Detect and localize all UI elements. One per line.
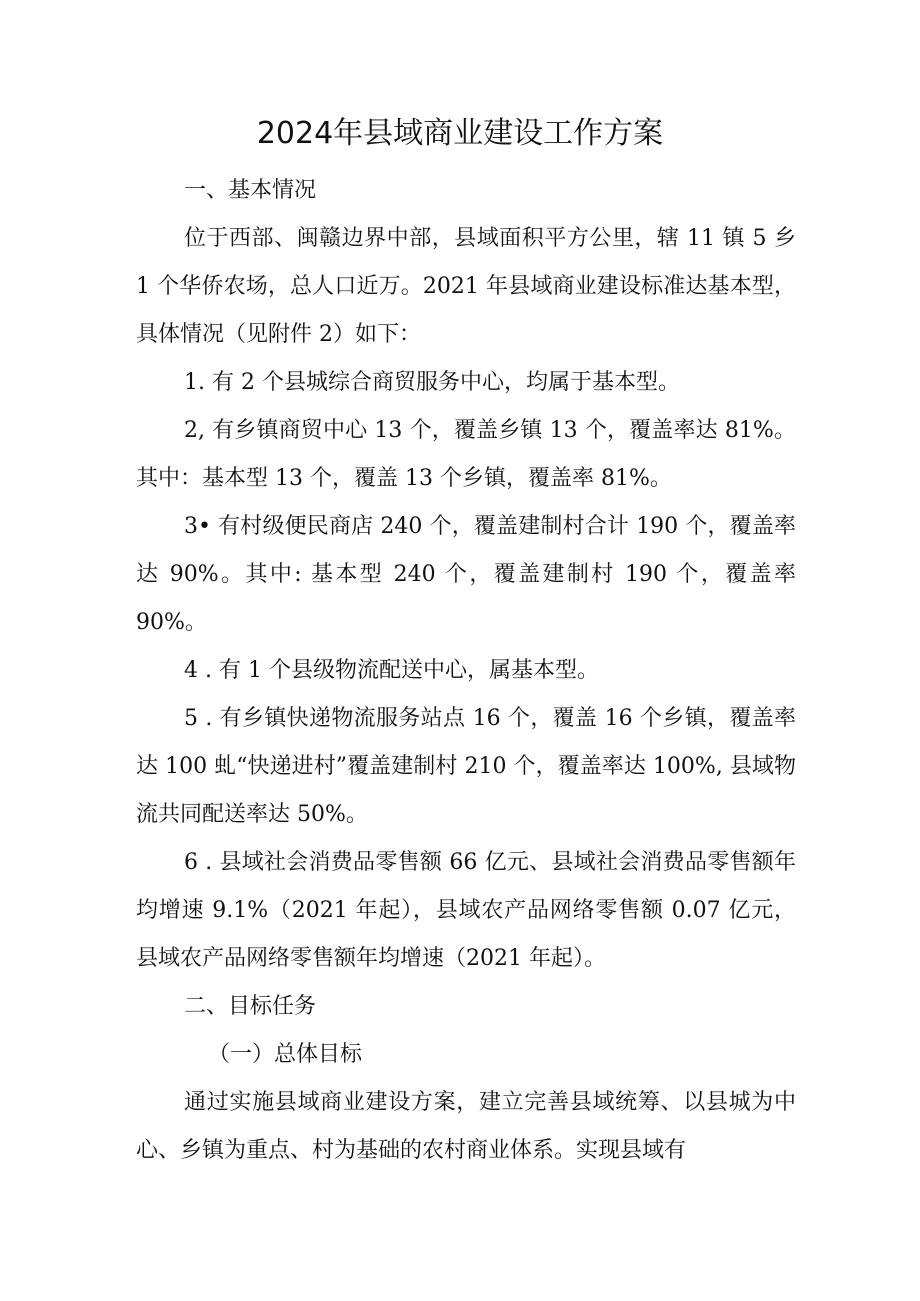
document-title: 2024年县域商业建设工作方案: [256, 116, 664, 151]
list-item-4: 4 . 有 1 个县级物流配送中心，属基本型。: [184, 658, 599, 683]
subsection-heading-overall-goal: （一）总体目标: [208, 1042, 363, 1067]
list-item-2: 2, 有乡镇商贸中心 13 个，覆盖乡镇 13 个，覆盖率达 81%。其中：基本型 13 个，覆盖 13 个乡镇，覆盖率 81%。: [136, 418, 796, 491]
document-body: [136, 167, 796, 1175]
section-heading-targets: 二、目标任务: [184, 994, 317, 1019]
list-item-6: 6 . 县域社会消费品零售额 66 亿元、县域社会消费品零售额年均增速 9.1%（2021 年起），县域农产品网络零售额 0.07 亿元，县域农产品网络零售额年均增速（2021 年起）。: [136, 850, 796, 971]
list-item-3: 3• 有村级便民商店 240 个，覆盖建制村合计 190 个，覆盖率达 90%。其中: 基本型 240 个，覆盖建制村 190 个，覆盖率 90%。: [136, 514, 796, 635]
list-item-1: 1. 有 2 个县城综合商贸服务中心，均属于基本型。: [184, 370, 680, 395]
goal-paragraph: 通过实施县域商业建设方案，建立完善县域统筹、以县城为中心、乡镇为重点、村为基础的农村商业体系。实现县域有: [136, 1090, 796, 1163]
list-item-5: 5 . 有乡镇快递物流服务站点 16 个，覆盖 16 个乡镇，覆盖率达 100 虬“快递进村”覆盖建制村 210 个，覆盖率达 100%, 县域物流共同配送率达 50%。: [136, 706, 796, 827]
section-heading-basic-situation: 一、基本情况: [184, 178, 317, 203]
intro-paragraph: 位于西部、闽赣边界中部，县域面积平方公里，辖 11 镇 5 乡 1 个华侨农场，总人口近万。2021 年县域商业建设标准达基本型，具体情况（见附件 2）如下：: [136, 226, 796, 347]
